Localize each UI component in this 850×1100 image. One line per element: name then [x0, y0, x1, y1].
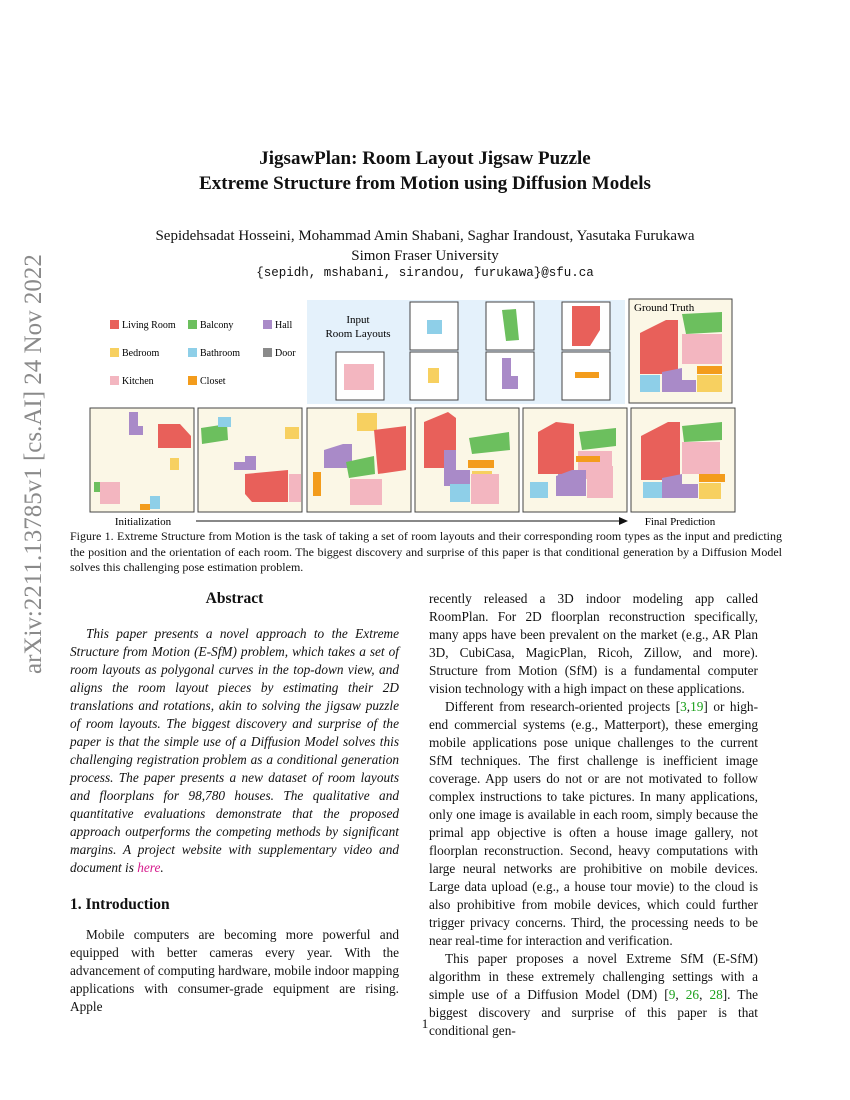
citation-9[interactable]: 9 [668, 987, 676, 1002]
legend-swatch [188, 348, 197, 357]
arxiv-stamp: arXiv:2211.13785v1 [cs.AI] 24 Nov 2022 [20, 254, 47, 674]
paper-title: JigsawPlan: Room Layout Jigsaw Puzzle Extreme Structure from Motion using Diffusion Models [199, 148, 651, 194]
legend-swatch [110, 376, 119, 385]
step-panel-3 [307, 408, 411, 512]
input-room-4 [336, 352, 384, 400]
init-label: Initialization [114, 516, 172, 528]
legend-label: Hall [275, 320, 293, 331]
figure-1 [88, 296, 768, 531]
legend-label: Door [275, 348, 296, 359]
ground-truth-label: Ground Truth [634, 302, 695, 314]
legend-label: Kitchen [122, 376, 154, 387]
legend-swatch [188, 376, 197, 385]
legend-swatch [110, 320, 119, 329]
input-room-6 [486, 352, 534, 400]
right-column [429, 590, 758, 1040]
project-link[interactable]: here [137, 860, 161, 875]
step-panel-2 [198, 408, 302, 512]
input-room-7 [562, 352, 610, 400]
citation-19[interactable]: 19 [690, 699, 704, 714]
intro-heading: 1. Introduction [70, 896, 170, 913]
legend [110, 320, 296, 387]
right-paragraph-1: recently released a 3D indoor modeling app called RoomPlan. For 2D floorplan reconstruction specifically, many apps have been prevalent on the market (e.g., AR Plan 3D, CubiCasa, MagicPlan, Ricoh, Zillow, and more). Structure from Motion (SfM) is a fundamental computer vision technology with a high impact on these applications. [429, 591, 758, 696]
citation-28[interactable]: 28 [709, 987, 723, 1002]
page-number: 1 [421, 1016, 429, 1031]
step-panel-4 [415, 408, 519, 512]
abstract-body: This paper presents a novel approach to the Extreme Structure from Motion (E-SfM) problem, which takes a set of room layouts as polygonal curves in the top-down view, and aligns the room layout pieces by estimating their 2D translations and rotations, akin to solving the jigsaw puzzle of room layouts. The biggest discovery and surprise of the paper is that the simple use of a Diffusion Model solves this challenging registration problem as a conditional generation process. The paper presents a new dataset of room layouts and floorplans for 98,780 houses. The qualitative and quantitative evaluations demonstrate that the proposed approach outperforms the competing methods by significant margins. A project website with supplementary video and document is here. [70, 626, 399, 875]
legend-label: Bedroom [122, 348, 160, 359]
figure-caption: Figure 1. Extreme Structure from Motion is the task of taking a set of room layouts and their corresponding room types as the input and predicting the position and the orientation of each room. The biggest discovery and surprise of this paper is that conditional generation by a Diffusion Model solves this challenging pose estimation problem. [70, 529, 782, 574]
email: {sepidh, mshabani, sirandou, furukawa}@sfu.ca [256, 266, 594, 280]
legend-label: Living Room [122, 320, 176, 331]
step-panel-6 [631, 408, 735, 512]
input-label-line2: Room Layouts [325, 328, 391, 340]
abstract-heading: Abstract [205, 590, 264, 607]
citation-3[interactable]: 3 [680, 699, 687, 714]
right-paragraph-2: Different from research-oriented projects [3,19] or high-end commercial systems (e.g., Matterport), these emerging mobile applications pose unique challenges to the current SfM techniques. The first challenge is inefficient image coverage. App users do not or are not motivated to follow complex instructions to take pictures. In many applications, only one image is available in each room, simply because the primal app objective is often a house image gallery, not floorplan reconstruction. Second, heavy computations with large neural networks are prohibitive on mobile devices. Large data upload (e.g., a house tour movie) to the cloud is also prohibitive from mobile devices, which could further trigger privacy concerns. Third, the processing needs to be near real-time for interaction and verification. [429, 699, 758, 948]
legend-swatch [110, 348, 119, 357]
legend-swatch [188, 320, 197, 329]
legend-label: Closet [200, 376, 226, 387]
ground-truth-panel [629, 299, 732, 403]
input-room-2 [486, 302, 534, 350]
author-block [0, 226, 850, 266]
input-room-3 [562, 302, 610, 350]
citation-26[interactable]: 26 [685, 987, 700, 1002]
input-label-line1: Input [346, 314, 370, 326]
step-panel-1 [90, 408, 194, 512]
intro-paragraph: Mobile computers are becoming more powerful and equipped with better cameras every year. With the advancement of computing hardware, mobile indoor mapping applications with consumer-grade equipment are rising. Apple [70, 927, 400, 1014]
affiliation: Simon Fraser University [351, 248, 499, 264]
right-paragraph-3: This paper proposes a novel Extreme SfM (E-SfM) algorithm in these extremely challenging settings with a simple use of a Diffusion Model (DM) [9, 26, 28]. The biggest discovery and surprise of this paper is that conditional gen- [429, 951, 758, 1038]
authors: Sepidehsadat Hosseini, Mohammad Amin Shabani, Saghar Irandoust, Yasutaka Furukawa [155, 228, 695, 244]
legend-swatch [263, 320, 272, 329]
legend-label: Bathroom [200, 348, 240, 359]
step-panel-5 [523, 408, 627, 512]
input-room-5 [410, 352, 458, 400]
input-room-1 [410, 302, 458, 350]
legend-label: Balcony [200, 320, 234, 331]
final-label: Final Prediction [644, 516, 716, 528]
legend-swatch [263, 348, 272, 357]
